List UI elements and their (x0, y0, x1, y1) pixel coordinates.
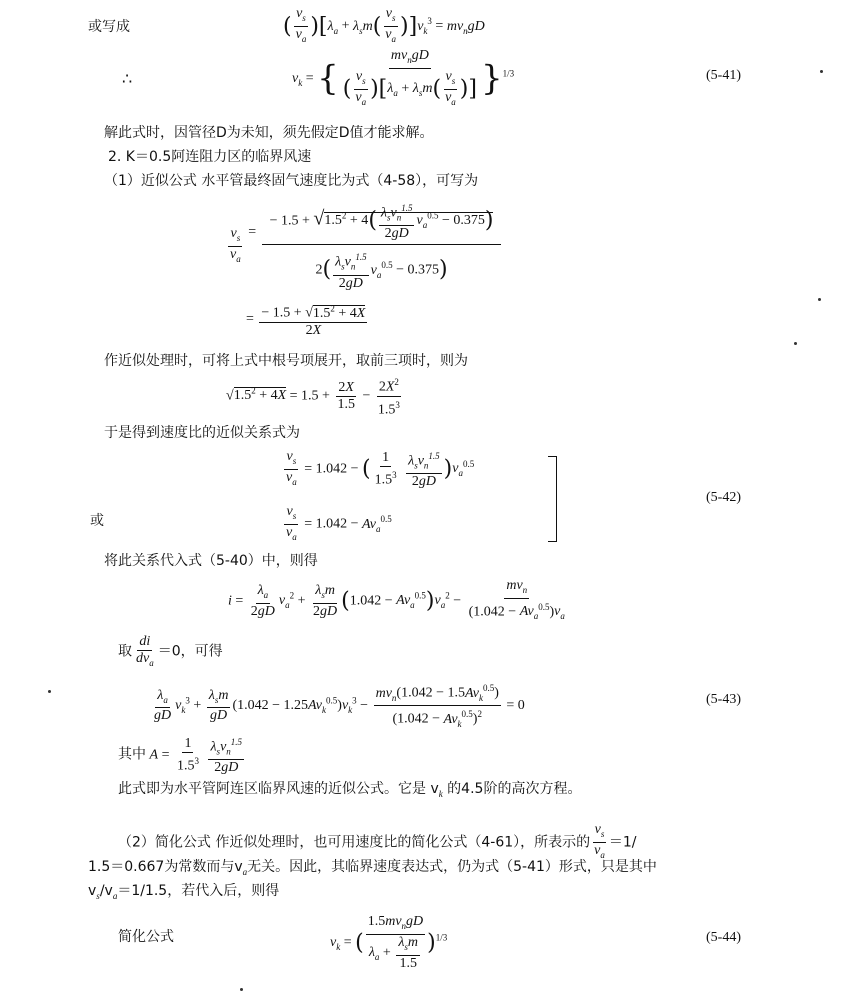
speck (820, 70, 823, 73)
text-ratio-tail: ＝1/1.5，若代入后，则得 (117, 883, 280, 899)
text-substitute: 将此关系代入式（5-40）中，则得 (104, 553, 318, 569)
section-heading-k05: 2. K＝0.5阿连阻力区的临界风速 (108, 149, 312, 165)
therefore-symbol: ∴ (122, 69, 133, 88)
equation-number-5-42: (5-42) (706, 490, 741, 505)
label-simplified-formula: 简化公式 (118, 929, 174, 945)
speck (818, 298, 821, 301)
equation-number-5-41: (5-41) (706, 68, 741, 83)
brace-5-42 (548, 456, 557, 542)
label-huoxiecheng: 或写成 (88, 19, 130, 35)
equation-a-definition: 其中 A = $\frac{1}{1.5^3}$ $\frac{\lambda_sv_n^{1.5}}{2gD}$ (118, 735, 243, 776)
text-take: 取 (118, 643, 132, 660)
equation-number-5-44: (5-44) (706, 930, 741, 945)
equation-number-5-43: (5-43) (706, 692, 741, 707)
text-constant-tail: 无关。因此，其临界速度表达式，仍为式（5-41）形式，只是其中 (247, 859, 657, 875)
text-simplified-tail: ＝1/ (608, 834, 637, 851)
equation-velocity-ratio: $\frac{v_s}{v_a}$ = − $1.5 + √1.5^2 + 4$( $\frac{\lambda_sv_n^{1.5}}{2gD}$ $v_a^{0.5} - 0.375$) 2( $\frac{\lambda_sv_n^{1.5}}{2gD}$ $v_a^{0.5} - 0.375$) (226, 198, 503, 292)
label-or: 或 (90, 513, 104, 529)
text-where: 其中 (118, 746, 146, 763)
text-ratio-v: v (88, 883, 97, 899)
text-approx-relation: 于是得到速度比的近似关系式为 (104, 425, 300, 441)
text-constant-note: 1.5＝0.667为常数而与$v_a$无关。因此，其临界速度表达式，仍为式（5-41）形式，只是其中 (88, 859, 657, 877)
text-approx-note-main: 此式即为水平管阿连区临界风速的近似公式。它是 v (118, 781, 439, 797)
text-approx-formula-note: 此式即为水平管阿连区临界风速的近似公式。它是 $v_k$ 的4.5阶的高次方程。 (118, 781, 582, 799)
text-approx-note-tail: 的4.5阶的高次方程。 (442, 781, 582, 797)
equation-5-41: $v_k$ = { $mv_ngD$ ( $\frac{v_s}{v_a}$ )[$\lambda_a + \lambda_sm$( $\frac{v_s}{v_a}$ )] }$^{1/3}$ (292, 48, 515, 107)
equation-5-43: $\frac{\lambda_a}{gD}$ $v_k^3$ + $\frac{\lambda_sm}{gD}$ $(1.042 - 1.25Av_k^{0.5})v_k^3$ − $\frac{mv_n(1.042 - 1.5Av_k^{0.5})}{(1.042 - Av_k^{0.5})^2}$ = 0 (150, 680, 525, 732)
equation-5-40-form: ( $\frac{v_s}{v_a}$ )[$\lambda_a + \lambda_sm$( $\frac{v_s}{v_a}$ )]$v_k^3 = mv_ngD$ (283, 6, 485, 44)
text-constant-main: 1.5＝0.667为常数而与v (88, 859, 243, 875)
speck (794, 342, 797, 345)
subsection-approx-formula: （1）近似公式 水平管最终固气速度比为式（4-58），可写为 (104, 173, 479, 189)
text-simplified-main: （2）简化公式 作近似处理时，也可用速度比的简化公式（4-61），所表示的 (118, 834, 591, 851)
speck (48, 690, 51, 693)
equation-5-44: $v_k$ = ( $1.5mv_ngD$ $\lambda_a$ + $\frac{\lambda_sm}{1.5}$ )$^{1/3}$ (330, 914, 448, 971)
text-equals-zero: ＝0，可得 (157, 643, 223, 660)
equation-derivative: 取 $\frac{di}{dv_a}$ ＝0，可得 (118, 634, 223, 668)
equation-5-42-a: $\frac{v_s}{v_a}$ = 1.042 − ( $\frac{1}{1.5^3}$ $\frac{\lambda_sv_n^{1.5}}{2gD}$ )$v_a^{0.5}$ (286, 448, 475, 490)
equation-root-expansion: $√1.5^2 + 4X = 1.5$ + $\frac{2X}{1.5}$ − $\frac{2X^2}{1.5^3}$ (226, 374, 404, 418)
equation-i: i = $\frac{\lambda_a}{2gD}$ $v_a^2$ + $\frac{\lambda_sm}{2gD}$ $(1.042 - Av_a^{0.5})v_a^2$ − $\frac{mv_n}{(1.042 - Av_a^{0.5})v_a}$ (228, 578, 565, 622)
equation-x-form: = $\frac{- 1.5 + √1.5^2 + 4X}{2X}$ (246, 300, 369, 339)
text-expand-root: 作近似处理时，可将上式中根号项展开，取前三项时，则为 (104, 353, 468, 369)
text-solve-note: 解此式时，因管径D为未知，须先假定D值才能求解。 (104, 125, 434, 141)
subsection-simplified-formula: （2）简化公式 作近似处理时，也可用速度比的简化公式（4-61），所表示的 $\frac{v_s}{v_a}$ ＝1/ (118, 822, 637, 860)
equation-5-42-b: $\frac{v_s}{v_a}$ = $1.042 - Av_a^{0.5}$ (286, 504, 392, 542)
speck (240, 988, 243, 991)
text-ratio-substitute: $v_s/v_a=1/1.5$，若代入后，则得 (88, 883, 280, 901)
